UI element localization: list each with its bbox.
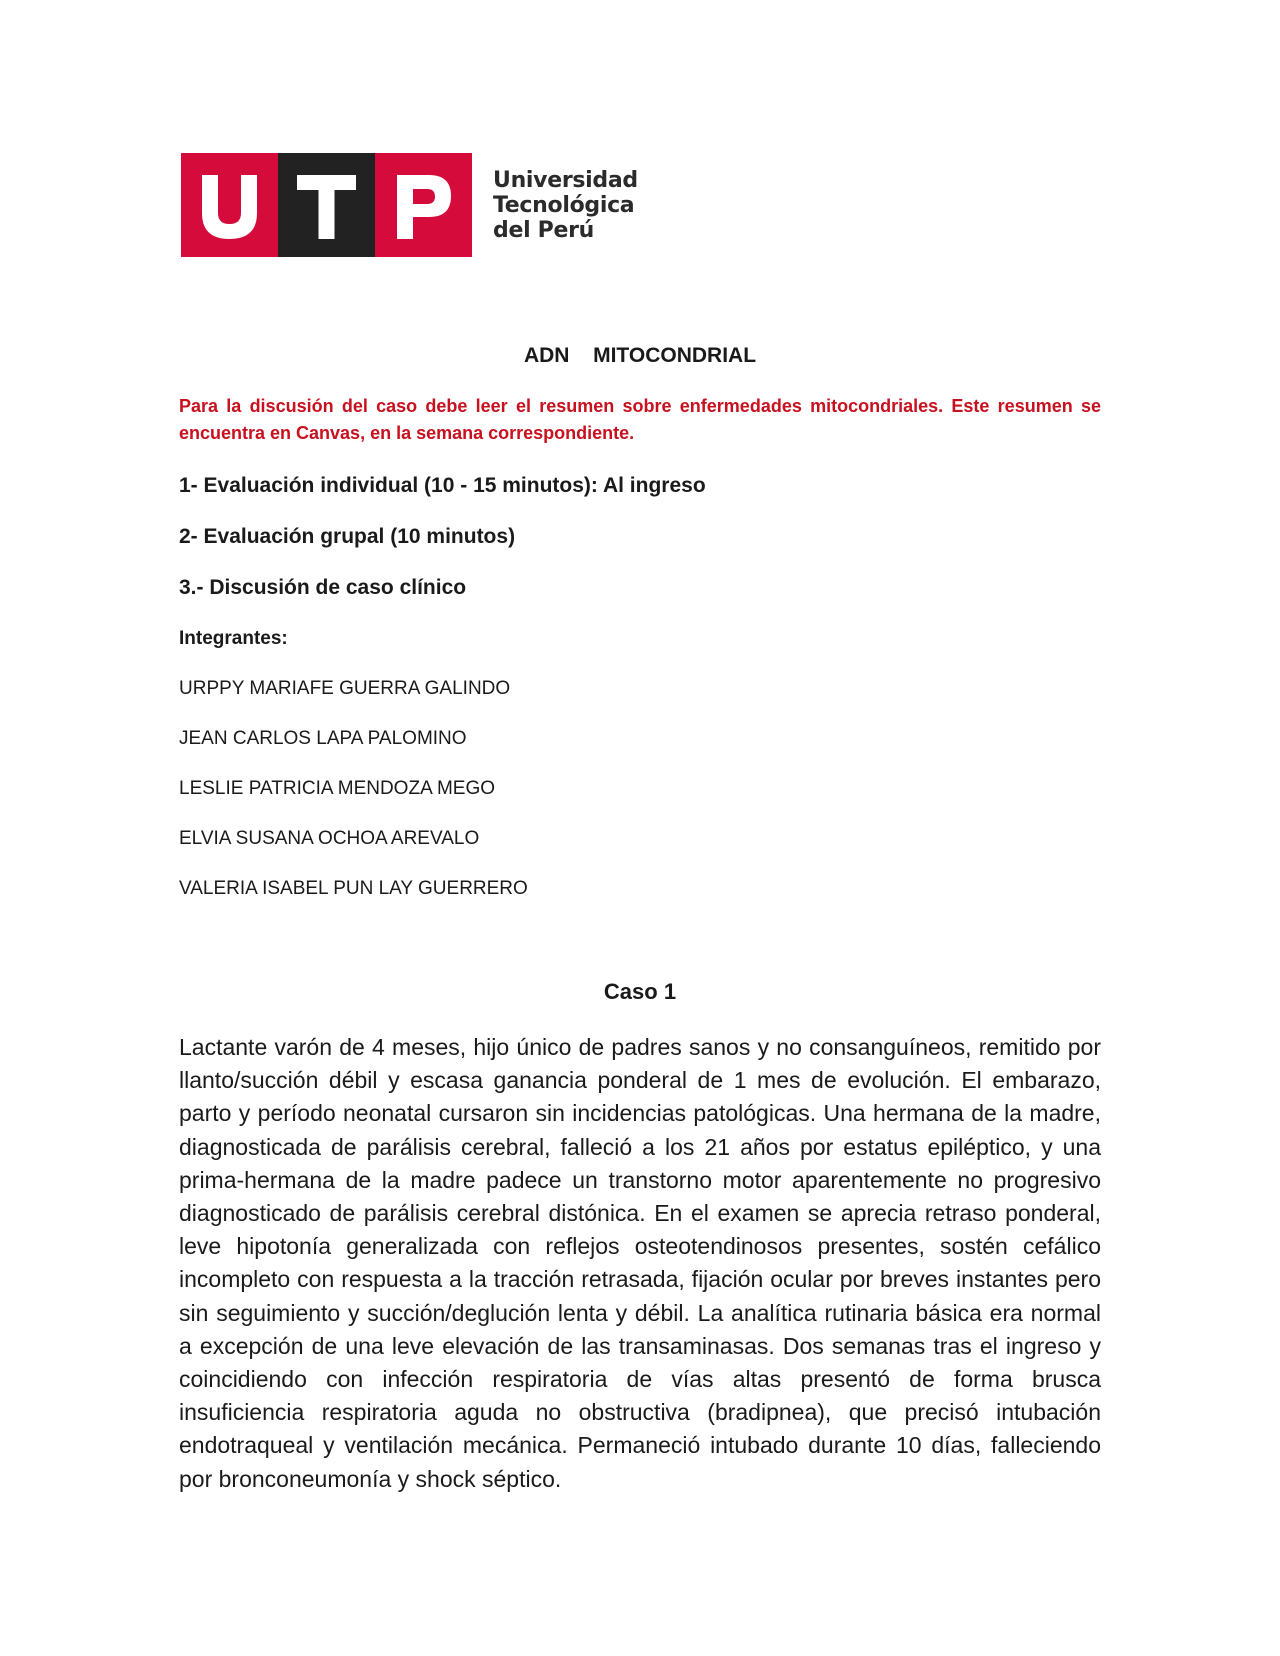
logo-letter-t <box>278 153 375 257</box>
logo-blocks <box>181 153 472 257</box>
member-name: VALERIA ISABEL PUN LAY GUERRERO <box>179 878 528 899</box>
logo-letter-p-glyph <box>375 153 472 257</box>
member-name: JEAN CARLOS LAPA PALOMINO <box>179 728 467 749</box>
logo-name-line-2: Tecnológica <box>493 192 635 218</box>
logo-university-name <box>493 168 638 243</box>
logo-letter-t-glyph <box>278 153 375 257</box>
members-label: Integrantes: <box>179 628 288 649</box>
member-name: LESLIE PATRICIA MENDOZA MEGO <box>179 778 496 799</box>
logo-letter-p <box>375 153 472 257</box>
logo-name-line-1: Universidad <box>493 167 638 193</box>
step-individual-evaluation: 1- Evaluación individual (10 - 15 minutos): Al ingreso <box>179 474 706 497</box>
case-title: Caso 1 <box>603 979 677 1004</box>
document-title: ADN MITOCONDRIAL <box>523 344 757 367</box>
instructions-note: Para la discusión del caso debe leer el resumen sobre enfermedades mitocondriales. Este resumen se encuentra en Canvas, en la semana correspondiente. <box>179 396 1101 443</box>
step-group-evaluation: 2- Evaluación grupal (10 minutos) <box>179 525 516 548</box>
logo-name-line-3: del Perú <box>493 217 595 243</box>
logo-letter-u <box>181 153 278 257</box>
utp-logo <box>181 153 638 257</box>
case-description: Lactante varón de 4 meses, hijo único de padres sanos y no consanguíneos, remitido por llanto/succión débil y escasa ganancia ponderal de 1 mes de evolución. El embarazo, parto y período neonatal cursaron sin incidencias patológicas. Una hermana de la madre, diagnosticada de parálisis cerebral, falleció a los 21 años por estatus epiléptico, y una prima-hermana de la madre padece un transtorno motor aparentemente no progresivo diagnosticado de parálisis cerebral distónica. En el examen se aprecia retraso ponderal, leve hipotonía generalizada con reflejos osteotendinosos presentes, sostén cefálico incompleto con respuesta a la tracción retrasada, fijación ocular por breves instantes pero sin seguimiento y succión/deglución lenta y débil. La analítica rutinaria básica era normal a excepción de una leve elevación de las transaminasas. Dos semanas tras el ingreso y coincidiendo con infección respiratoria de vías altas presentó de forma brusca insuficiencia respiratoria aguda no obstructiva (bradipnea), que precisó intubación endotraqueal y ventilación mecánica. Permaneció intubado durante 10 días, falleciendo por bronconeumonía y shock séptico. <box>179 1034 1101 1492</box>
member-name: ELVIA SUSANA OCHOA AREVALO <box>179 828 480 849</box>
step-case-discussion: 3.- Discusión de caso clínico <box>179 576 467 599</box>
logo-letter-u-glyph <box>181 153 278 257</box>
member-name: URPPY MARIAFE GUERRA GALINDO <box>179 678 511 699</box>
